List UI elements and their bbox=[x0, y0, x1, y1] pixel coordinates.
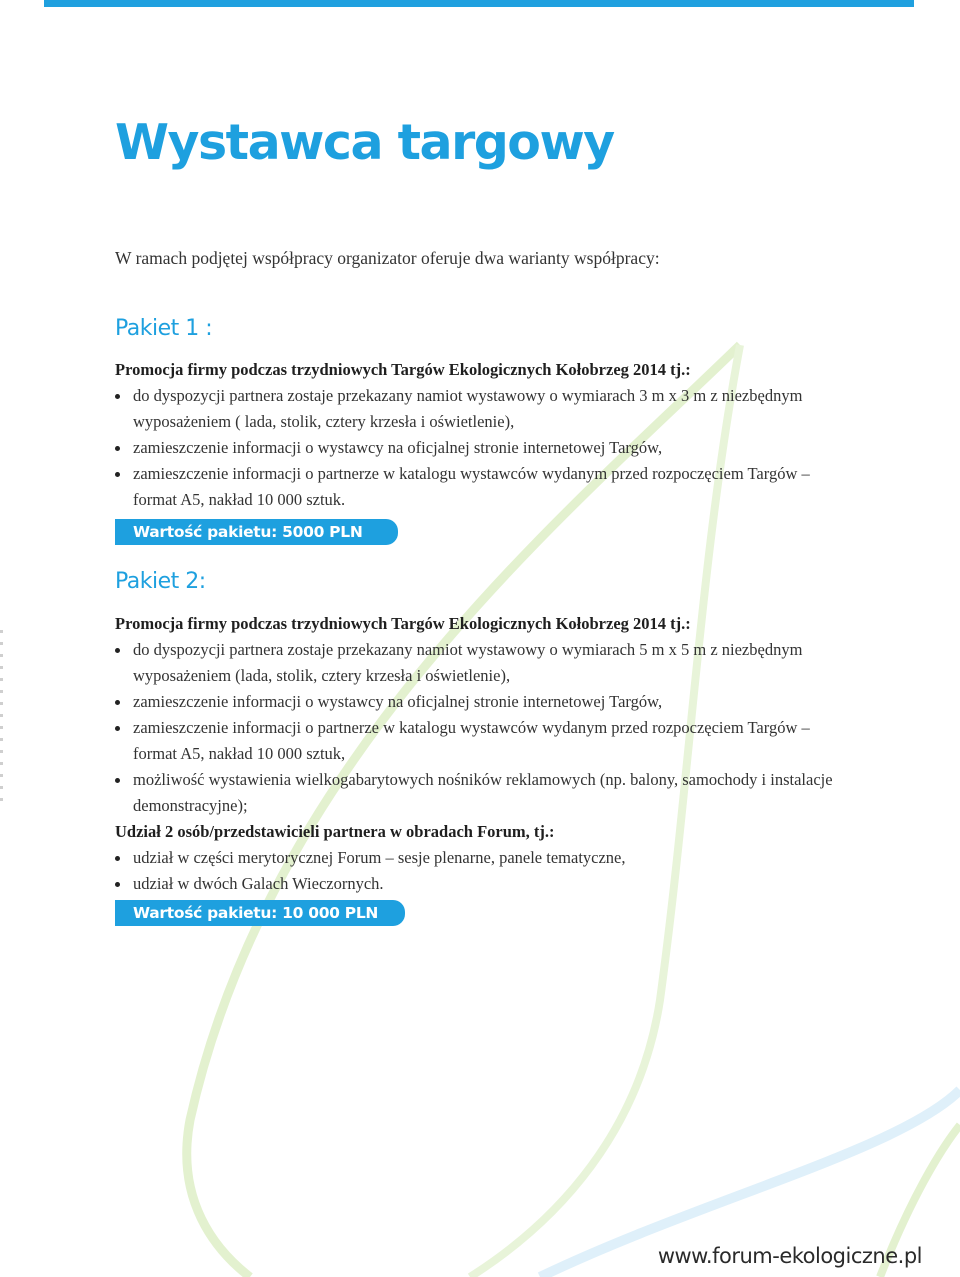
package1-details bbox=[115, 357, 850, 513]
list-item: do dyspozycji partnera zostaje przekazany namiot wystawowy o wymiarach 5 m x 5 m z niezbędnym wyposażeniem (lada, stolik, cztery krzesła i oświetlenie), bbox=[115, 637, 850, 689]
top-accent-bar bbox=[44, 0, 914, 7]
package2-forum-list bbox=[115, 845, 850, 897]
package1-list bbox=[115, 383, 850, 513]
list-item: zamieszczenie informacji o partnerze w katalogu wystawców wydanym przed rozpoczęciem Targów – format A5, nakład 10 000 sztuk, bbox=[115, 715, 850, 767]
margin-marks bbox=[0, 630, 3, 805]
list-item: zamieszczenie informacji o wystawcy na oficjalnej stronie internetowej Targów, bbox=[115, 689, 850, 715]
list-item: udział w dwóch Galach Wieczornych. bbox=[115, 871, 850, 897]
list-item: do dyspozycji partnera zostaje przekazany namiot wystawowy o wymiarach 3 m x 3 m z niezbędnym wyposażeniem ( lada, stolik, cztery krzesła i oświetlenie), bbox=[115, 383, 850, 435]
list-item: zamieszczenie informacji o wystawcy na oficjalnej stronie internetowej Targów, bbox=[115, 435, 850, 461]
package2-list bbox=[115, 637, 850, 819]
page-title: Wystawca targowy bbox=[115, 114, 614, 171]
package2-price-badge: Wartość pakietu: 10 000 PLN brutto bbox=[115, 900, 405, 926]
package2-heading: Pakiet 2: bbox=[115, 569, 206, 594]
package2-lead: Promocja firmy podczas trzydniowych Targów Ekologicznych Kołobrzeg 2014 tj.: bbox=[115, 614, 691, 633]
list-item: udział w części merytorycznej Forum – sesje plenarne, panele tematyczne, bbox=[115, 845, 850, 871]
package2-details bbox=[115, 611, 850, 897]
list-item: możliwość wystawienia wielkogabarytowych nośników reklamowych (np. balony, samochody i instalacje demonstracyjne); bbox=[115, 767, 850, 819]
intro-text: W ramach podjętej współpracy organizator oferuje dwa warianty współpracy: bbox=[115, 248, 660, 268]
package2-forum-lead: Udział 2 osób/przedstawicieli partnera w obradach Forum, tj.: bbox=[115, 822, 555, 841]
package1-heading: Pakiet 1 : bbox=[115, 316, 213, 341]
package1-lead: Promocja firmy podczas trzydniowych Targów Ekologicznych Kołobrzeg 2014 tj.: bbox=[115, 360, 691, 379]
list-item: zamieszczenie informacji o partnerze w katalogu wystawców wydanym przed rozpoczęciem Targów – format A5, nakład 10 000 sztuk. bbox=[115, 461, 850, 513]
package1-price-badge: Wartość pakietu: 5000 PLN brutto bbox=[115, 519, 398, 545]
footer-website-link[interactable]: www.forum-ekologiczne.pl bbox=[657, 1244, 922, 1268]
